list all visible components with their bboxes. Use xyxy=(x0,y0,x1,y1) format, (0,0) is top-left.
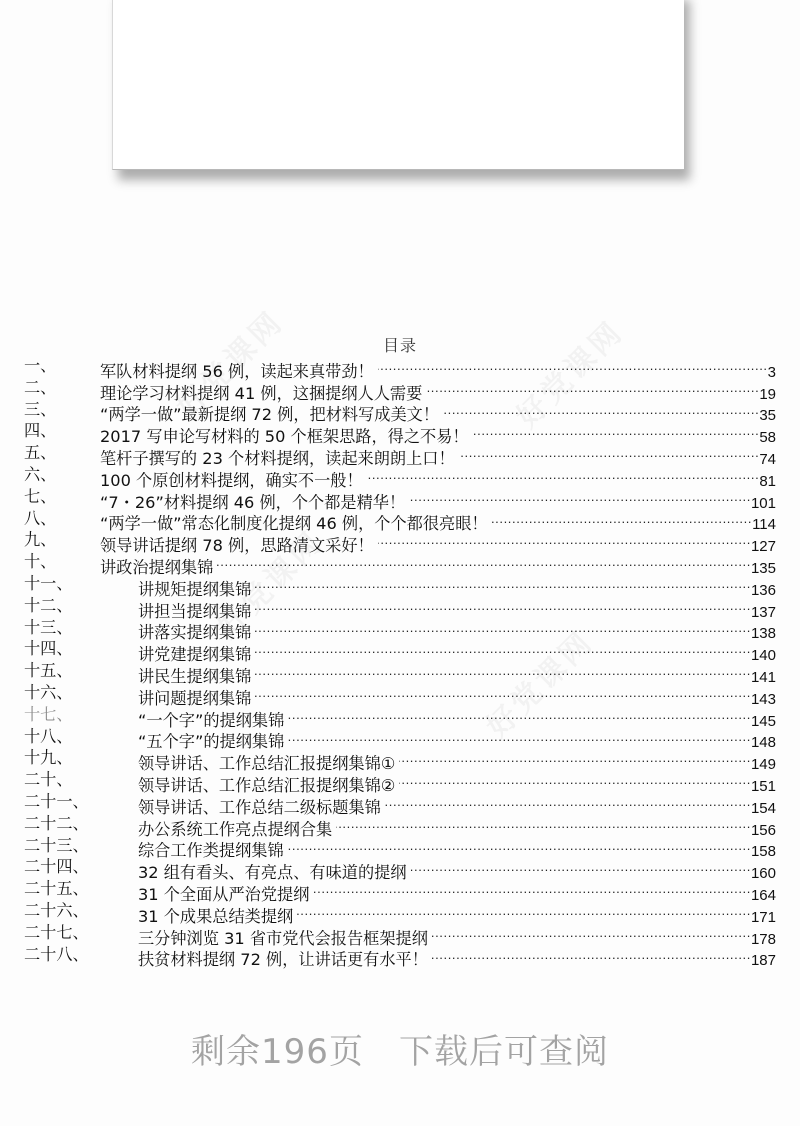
toc-entry-page: 178 xyxy=(750,930,776,948)
dot-leader xyxy=(432,944,751,966)
toc-entry-number: 二十二、 xyxy=(24,813,89,833)
toc-entry-title: “五个字”的提纲集锦 xyxy=(138,732,285,752)
dot-leader xyxy=(255,617,751,639)
toc-entry-title: 讲民生提纲集锦 xyxy=(138,666,252,686)
toc-entry-number: 九、 xyxy=(24,530,57,550)
toc-entry-title: 讲党建提纲集锦 xyxy=(138,645,252,665)
toc-entry[interactable] xyxy=(0,769,800,795)
toc-entry-title: 三分钟浏览 31 省市党代会报告框架提纲 xyxy=(138,928,428,948)
toc-list xyxy=(0,355,800,970)
toc-entry-title: 讲问题提纲集锦 xyxy=(138,688,252,708)
toc-entry[interactable] xyxy=(0,835,800,861)
toc-title: 目录 xyxy=(382,336,417,355)
toc-entry-page: 136 xyxy=(750,581,776,599)
dot-leader xyxy=(378,529,751,551)
toc-entry[interactable] xyxy=(0,878,800,904)
dot-leader xyxy=(297,900,751,922)
toc-entry[interactable] xyxy=(0,377,800,403)
toc-entry-title: 理论学习材料提纲 41 例，这捆提纲人人需要 xyxy=(100,383,423,403)
toc-entry-number: 二十、 xyxy=(24,770,73,790)
toc-entry-number: 十三、 xyxy=(24,617,73,637)
toc-entry-number: 五、 xyxy=(24,443,57,463)
toc-entry[interactable] xyxy=(0,944,800,970)
dot-leader xyxy=(411,856,751,878)
toc-entry-title: 31 个成果总结类提纲 xyxy=(138,906,294,926)
toc-entry[interactable] xyxy=(0,529,800,556)
toc-entry-number: 二、 xyxy=(24,377,57,397)
toc-entry-title: 军队材料提纲 56 例，读起来真带劲！ xyxy=(100,361,374,381)
toc-entry[interactable] xyxy=(0,704,800,730)
toc-entry-number: 二十五、 xyxy=(24,879,89,899)
toc-entry-title: 32 组有看头、有亮点、有味道的提纲 xyxy=(138,863,407,883)
toc-entry-page: 187 xyxy=(750,952,776,970)
toc-entry[interactable] xyxy=(0,508,800,534)
toc-entry-title: 笔杆子撰写的 23 个材料提纲，读起来朗朗上口！ xyxy=(100,448,455,468)
toc-entry-title: 领导讲话、工作总结汇报提纲集锦② xyxy=(138,775,396,795)
toc-entry-page: 151 xyxy=(750,777,776,795)
toc-entry-title: 领导讲话、工作总结二级标题集锦 xyxy=(138,797,381,817)
toc-entry[interactable] xyxy=(0,551,800,577)
toc-entry-page: 156 xyxy=(750,821,776,839)
toc-entry-number: 十、 xyxy=(24,552,57,572)
toc-entry-number: 二十三、 xyxy=(24,835,89,855)
dot-leader xyxy=(313,878,751,900)
dot-leader xyxy=(367,464,760,486)
toc-entry-title: 办公系统工作亮点提纲合集 xyxy=(138,819,333,839)
toc-entry-page: 138 xyxy=(750,625,776,643)
toc-entry-page: 160 xyxy=(750,865,776,883)
dot-leader xyxy=(426,377,759,399)
toc-entry[interactable] xyxy=(0,747,800,774)
toc-entry-page: 137 xyxy=(750,603,776,621)
toc-entry[interactable] xyxy=(0,573,800,599)
toc-entry-number: 二十六、 xyxy=(24,900,89,920)
toc-entry-body xyxy=(138,944,776,973)
toc-entry-title: 100 个原创材料提纲，确实不一般！ xyxy=(100,470,363,490)
toc-entry-page: 19 xyxy=(759,385,776,403)
toc-entry-title: 讲规矩提纲集锦 xyxy=(138,579,252,599)
dot-leader xyxy=(255,573,751,595)
dot-leader xyxy=(378,355,768,377)
toc-entry-number: 十九、 xyxy=(24,748,73,768)
dot-leader xyxy=(288,835,751,857)
dot-leader xyxy=(492,508,752,530)
toc-entry-title: “7・26”材料提纲 46 例，个个都是精华！ xyxy=(100,492,406,512)
toc-entry[interactable] xyxy=(0,856,800,883)
dot-leader xyxy=(459,442,760,464)
dot-leader xyxy=(255,682,751,704)
toc-entry-title: 扶贫材料提纲 72 例，让讲话更有水平！ xyxy=(138,950,428,970)
toc-entry-number: 七、 xyxy=(24,486,57,506)
toc-entry-number: 三、 xyxy=(24,399,57,419)
toc-entry-number: 十一、 xyxy=(24,573,73,593)
toc-entry-title: “两学一做”常态化制度化提纲 46 例，个个都很亮眼！ xyxy=(100,514,488,534)
toc-entry[interactable] xyxy=(0,813,800,839)
toc-entry[interactable] xyxy=(0,595,800,621)
dot-leader xyxy=(399,747,751,769)
toc-entry[interactable] xyxy=(0,900,800,926)
toc-entry-title: 讲担当提纲集锦 xyxy=(138,601,252,621)
download-to-read-more-banner[interactable]: 剩余196页 下载后可查阅 xyxy=(191,1032,609,1072)
dot-leader xyxy=(255,660,751,682)
toc-entry-number: 二十一、 xyxy=(24,791,89,811)
toc-entry-number: 六、 xyxy=(24,464,57,484)
toc-entry-title: “两学一做”最新提纲 72 例，把材料写成美文！ xyxy=(100,405,440,425)
toc-entry-page: 35 xyxy=(759,407,776,425)
toc-entry[interactable] xyxy=(0,420,800,447)
dot-leader xyxy=(288,726,751,748)
toc-entry-number: 十六、 xyxy=(24,682,73,702)
toc-entry-page: 143 xyxy=(750,690,776,708)
toc-entry-number: 一、 xyxy=(24,356,57,375)
toc-entry-title: “一个字”的提纲集锦 xyxy=(138,710,285,730)
toc-entry-title: 领导讲话提纲 78 例，思路清文采好！ xyxy=(100,536,374,556)
toc-entry-page: 81 xyxy=(759,472,776,490)
toc-entry-title: 31 个全面从严治党提纲 xyxy=(138,884,310,904)
toc-entry-number: 二十四、 xyxy=(24,857,89,877)
toc-entry-page: 74 xyxy=(759,450,776,468)
toc-entry-page: 140 xyxy=(750,647,776,665)
toc-entry-number: 十五、 xyxy=(24,661,73,681)
toc-entry-title: 综合工作类提纲集锦 xyxy=(138,841,284,861)
dot-leader xyxy=(217,551,751,573)
toc-entry[interactable] xyxy=(0,726,800,752)
dot-leader xyxy=(399,769,751,791)
toc-entry[interactable] xyxy=(0,442,800,468)
toc-entry-title: 领导讲话、工作总结汇报提纲集锦① xyxy=(138,754,396,774)
toc-entry-page: 58 xyxy=(759,429,776,447)
toc-entry-number: 十七、 xyxy=(24,704,73,724)
toc-entry-page: 141 xyxy=(750,668,776,686)
dot-leader xyxy=(432,922,751,944)
dot-leader xyxy=(473,420,760,442)
toc-entry[interactable] xyxy=(0,464,800,490)
dot-leader xyxy=(409,486,751,508)
toc-entry-page: 114 xyxy=(752,516,776,534)
toc-entry-page: 148 xyxy=(750,734,776,752)
toc-entry-page: 171 xyxy=(750,908,776,926)
toc-entry-number: 十八、 xyxy=(24,726,73,746)
previous-page-card xyxy=(112,0,684,170)
toc-entry[interactable] xyxy=(0,682,800,708)
dot-leader xyxy=(443,399,759,421)
toc-entry-number: 八、 xyxy=(24,508,57,528)
toc-entry[interactable] xyxy=(0,617,800,643)
dot-leader xyxy=(255,638,751,660)
toc-entry-page: 145 xyxy=(750,712,776,730)
toc-entry-page: 135 xyxy=(750,559,776,577)
toc-entry[interactable] xyxy=(0,660,800,686)
toc-entry[interactable] xyxy=(0,355,800,381)
toc-entry-page: 149 xyxy=(750,756,776,774)
toc-entry-number: 二十七、 xyxy=(24,922,89,942)
toc-entry[interactable] xyxy=(0,922,800,948)
toc-entry-number: 十四、 xyxy=(24,639,73,659)
toc-entry-number: 四、 xyxy=(24,421,57,441)
toc-entry[interactable] xyxy=(0,791,800,817)
dot-leader xyxy=(255,595,751,617)
toc-entry-page: 158 xyxy=(750,843,776,861)
toc-entry[interactable] xyxy=(0,638,800,665)
toc-entry-title: 2017 写申论写材料的 50 个框架思路，得之不易！ xyxy=(100,427,469,447)
dot-leader xyxy=(288,704,751,726)
toc-entry-number: 十二、 xyxy=(24,595,73,615)
dot-leader xyxy=(385,791,751,813)
toc-entry-number: 二十八、 xyxy=(24,944,89,964)
toc-entry[interactable] xyxy=(0,486,800,512)
dot-leader xyxy=(336,813,751,835)
toc-entry-page: 154 xyxy=(750,799,776,817)
toc-entry-title: 讲政治提纲集锦 xyxy=(100,557,214,577)
toc-entry-page: 3 xyxy=(767,363,776,381)
toc-entry-page: 164 xyxy=(750,886,776,904)
toc-entry[interactable] xyxy=(0,399,800,425)
toc-entry-page: 127 xyxy=(750,538,776,556)
toc-entry-page: 101 xyxy=(750,494,776,512)
toc-entry-title: 讲落实提纲集锦 xyxy=(138,623,252,643)
